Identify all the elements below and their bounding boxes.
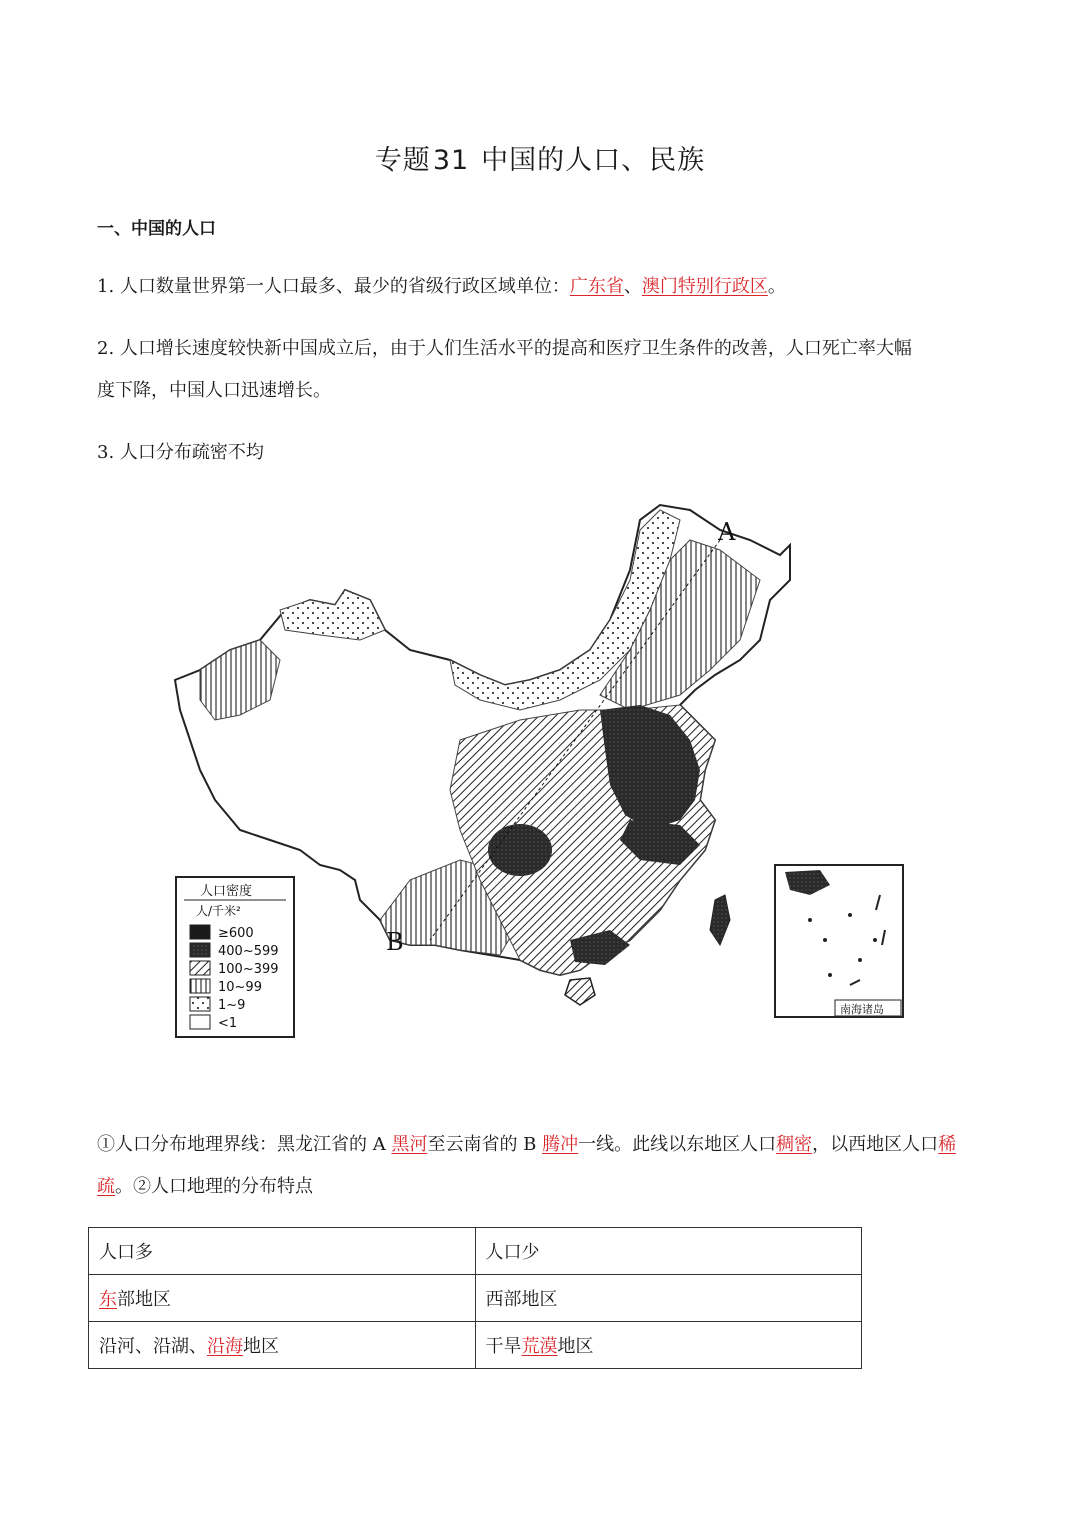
taiwan-island — [710, 895, 730, 945]
item-1 — [97, 266, 987, 308]
answer-east: 东 — [99, 1289, 117, 1310]
map-legend — [176, 877, 294, 1037]
title-text: 中国的人口、民族 — [481, 145, 706, 176]
table-cell-coastal — [89, 1322, 476, 1369]
cell-coastal-pre: 沿河、沿湖、 — [99, 1336, 207, 1357]
south-china-sea-inset — [775, 865, 903, 1017]
table-cell-east — [89, 1275, 476, 1322]
legend-title: 人口密度 — [200, 884, 253, 899]
item-2-line-1: 2. 人口增长速度较快新中国成立后，由于人们生活水平的提高和医疗卫生条件的改善，人口死亡率大幅 — [97, 338, 912, 359]
answer-tengchong: 腾冲 — [542, 1134, 579, 1155]
legend-item-0: ≥600 — [218, 926, 254, 941]
boundary-paragraph — [97, 1124, 987, 1208]
item-1-end: 。 — [767, 276, 786, 297]
page-title — [0, 138, 1080, 177]
legend-item-2: 100~399 — [218, 962, 279, 977]
population-density-map — [160, 500, 910, 1045]
para-text-1: ①人口分布地理界线：黑龙江省的 A — [97, 1134, 392, 1155]
cell-coastal-post: 地区 — [243, 1336, 279, 1357]
title-number: 31 — [432, 145, 470, 176]
item-1-text: 1. 人口数量世界第一人口最多、最少的省级行政区域单位： — [97, 276, 570, 297]
legend-unit: 人/千米² — [196, 904, 241, 918]
region-dense-sichuan — [488, 824, 552, 876]
answer-guangdong: 广东省 — [569, 276, 624, 297]
answer-coastal: 沿海 — [207, 1336, 243, 1357]
answer-heihe: 黑河 — [391, 1134, 428, 1155]
item-3: 3. 人口分布疏密不均 — [97, 442, 264, 463]
legend-item-5: <1 — [218, 1016, 238, 1031]
hainan-island — [565, 978, 595, 1005]
answer-macau: 澳门特别行政区 — [641, 276, 768, 297]
legend-item-1: 400~599 — [218, 944, 279, 959]
legend-item-4: 1~9 — [218, 998, 246, 1013]
item-2-line-2: 度下降，中国人口迅速增长。 — [97, 380, 331, 401]
item-2 — [97, 328, 987, 412]
answer-dense: 稠密 — [776, 1134, 813, 1155]
answer-sparse: 稀疏 — [97, 1134, 957, 1197]
para-text-2: 至云南省的 B — [427, 1134, 543, 1155]
label-a: A — [718, 518, 736, 546]
cell-desert-pre: 干旱 — [485, 1336, 522, 1357]
para-text-4: ，以西地区人口 — [812, 1134, 939, 1155]
legend-item-3: 10~99 — [218, 980, 262, 995]
table-row — [89, 1275, 862, 1322]
table-header-more: 人口多 — [89, 1228, 476, 1275]
para-text-5: 。②人口地理的分布特点 — [115, 1176, 313, 1197]
china-map-svg — [160, 500, 910, 1045]
table-header-row — [89, 1228, 862, 1275]
table-row — [89, 1322, 862, 1369]
para-text-3: 一线。此线以东地区人口 — [578, 1134, 777, 1155]
table-header-less: 人口少 — [475, 1228, 862, 1275]
table-cell-west: 西部地区 — [475, 1275, 862, 1322]
cell-desert-post: 地区 — [557, 1336, 594, 1357]
cell-east-rest: 部地区 — [117, 1289, 171, 1310]
table-cell-desert — [475, 1322, 862, 1369]
inset-label: 南海诸岛 — [840, 1003, 884, 1016]
distribution-table — [88, 1227, 862, 1369]
item-1-sep: 、 — [623, 276, 642, 297]
answer-desert: 荒漠 — [521, 1336, 558, 1357]
title-prefix: 专题 — [374, 145, 431, 176]
label-b: B — [386, 928, 404, 956]
section-heading-population: 一、中国的人口 — [97, 219, 216, 239]
